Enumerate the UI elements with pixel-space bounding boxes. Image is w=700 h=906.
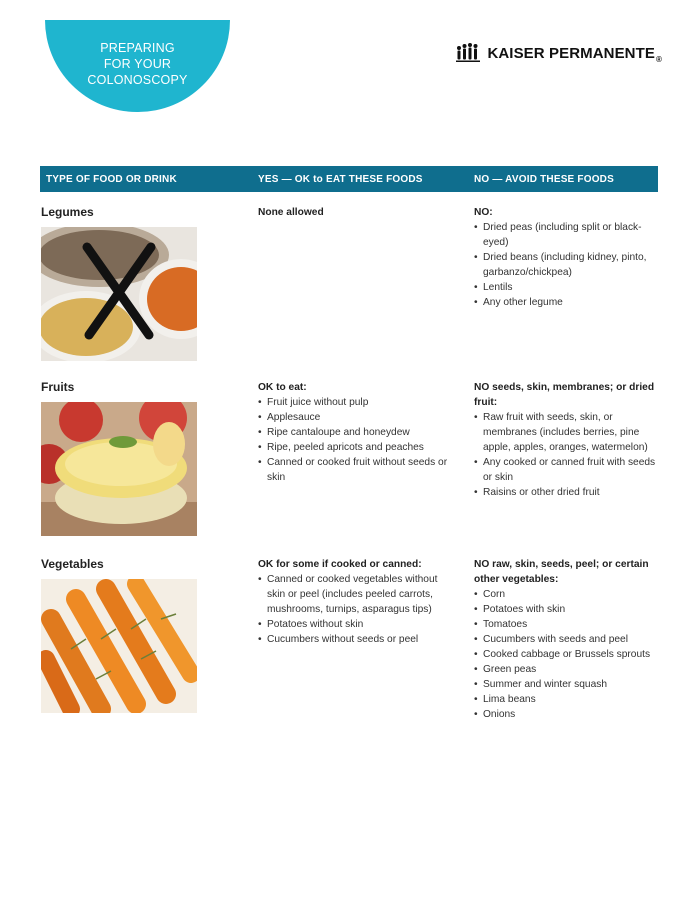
no-heading: NO raw, skin, seeds, peel; or certain other vegetables: bbox=[474, 559, 649, 585]
registered-mark: ® bbox=[656, 55, 662, 64]
badge-line-2: FOR YOUR bbox=[103, 57, 172, 71]
yes-column bbox=[258, 380, 458, 485]
list-item: • Ripe, peeled apricots and peaches bbox=[258, 440, 458, 455]
table-row-legumes bbox=[40, 205, 660, 365]
fruits-photo bbox=[41, 402, 197, 536]
list-item: • Raisins or other dried fruit bbox=[474, 485, 664, 500]
list-item: • Potatoes without skin bbox=[258, 617, 458, 632]
header-no: NO — AVOID THESE FOODS bbox=[474, 174, 614, 185]
list-item: • Cooked cabbage or Brussels sprouts bbox=[474, 647, 664, 662]
row-title: Legumes bbox=[41, 205, 94, 219]
row-title: Fruits bbox=[41, 380, 75, 394]
yes-heading: None allowed bbox=[258, 207, 324, 218]
list-item: • Green peas bbox=[474, 662, 664, 677]
badge-line-3: COLONOSCOPY bbox=[87, 73, 188, 87]
list-item: • Dried peas (including split or black-eyed) bbox=[474, 220, 664, 250]
list-item: • Ripe cantaloupe and honeydew bbox=[258, 425, 458, 440]
table-row-vegetables bbox=[40, 557, 660, 727]
list-item: • Dried beans (including kidney, pinto, garbanzo/chickpea) bbox=[474, 250, 664, 280]
no-heading: NO: bbox=[474, 207, 493, 218]
list-item: • Potatoes with skin bbox=[474, 602, 664, 617]
no-column bbox=[474, 380, 664, 500]
no-column bbox=[474, 557, 664, 722]
list-item: • Raw fruit with seeds, skin, or membranes (includes berries, pine apple, apples, oranges, watermelon) bbox=[474, 410, 664, 455]
legumes-photo bbox=[41, 227, 197, 361]
logo-text: KAISER PERMANENTE bbox=[487, 44, 655, 62]
list-item: • Lima beans bbox=[474, 692, 664, 707]
kp-people-logo-icon bbox=[455, 42, 481, 64]
title-badge bbox=[45, 20, 230, 112]
badge-line-1: PREPARING bbox=[100, 41, 175, 55]
table-header bbox=[40, 166, 658, 192]
list-item: • Tomatoes bbox=[474, 617, 664, 632]
table-row-fruits bbox=[40, 380, 660, 540]
list-item: • Canned or cooked vegetables without skin or peel (includes peeled carrots, mushrooms, turnips, asparagus tips) bbox=[258, 572, 458, 617]
list-item: • Any cooked or canned fruit with seeds or skin bbox=[474, 455, 664, 485]
header-type: TYPE OF FOOD OR DRINK bbox=[46, 174, 177, 185]
yes-heading: OK to eat: bbox=[258, 382, 307, 393]
yes-column bbox=[258, 557, 458, 647]
list-item: • Lentils bbox=[474, 280, 664, 295]
yes-column bbox=[258, 205, 458, 220]
vegetables-photo bbox=[41, 579, 197, 713]
list-item: • Summer and winter squash bbox=[474, 677, 664, 692]
no-heading: NO seeds, skin, membranes; or dried fruit: bbox=[474, 382, 655, 408]
list-item: • Fruit juice without pulp bbox=[258, 395, 458, 410]
list-item: • Applesauce bbox=[258, 410, 458, 425]
kaiser-permanente-logo bbox=[455, 42, 662, 64]
row-title: Vegetables bbox=[41, 557, 104, 571]
yes-heading: OK for some if cooked or canned: bbox=[258, 559, 422, 570]
list-item: • Corn bbox=[474, 587, 664, 602]
list-item: • Onions bbox=[474, 707, 664, 722]
list-item: • Cucumbers with seeds and peel bbox=[474, 632, 664, 647]
list-item: • Any other legume bbox=[474, 295, 664, 310]
list-item: • Canned or cooked fruit without seeds or skin bbox=[258, 455, 458, 485]
header-yes: YES — OK to EAT THESE FOODS bbox=[258, 174, 423, 185]
no-column bbox=[474, 205, 664, 310]
list-item: • Cucumbers without seeds or peel bbox=[258, 632, 458, 647]
